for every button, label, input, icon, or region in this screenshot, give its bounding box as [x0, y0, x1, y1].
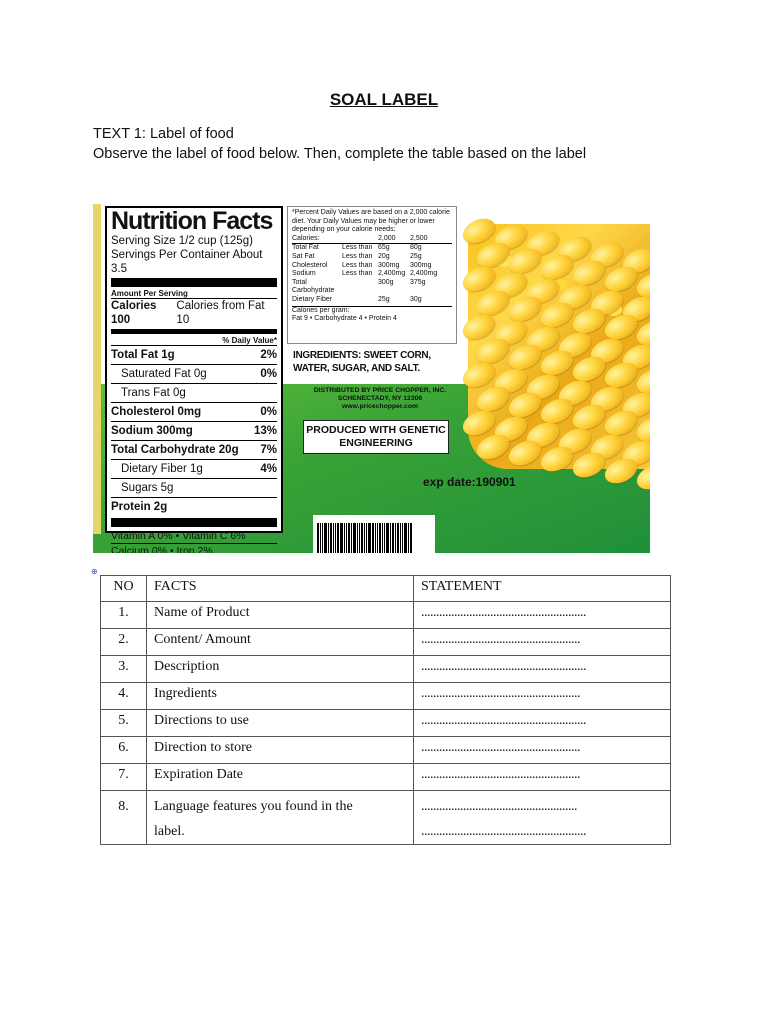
- dv-header-cell: 2,500: [410, 234, 428, 242]
- barcode-bar: [366, 523, 367, 553]
- table-anchor-icon[interactable]: ⊕: [91, 567, 98, 576]
- nutrition-facts-title: Nutrition Facts: [111, 207, 273, 235]
- barcode-bar: [340, 523, 343, 553]
- calories-per-gram-values: Fat 9 • Carbohydrate 4 • Protein 4: [292, 315, 397, 323]
- row-fact: Name of Product: [147, 602, 414, 629]
- dv-table: [292, 243, 452, 304]
- nutrient-row: [111, 497, 277, 516]
- nutrient-name: Cholesterol 0mg: [111, 406, 202, 418]
- row-statement-field[interactable]: .....................................................: [414, 737, 671, 764]
- nutrient-daily-value: 0%: [260, 406, 277, 418]
- table-header-row: [101, 576, 671, 602]
- row-number: 7.: [101, 764, 147, 791]
- barcode-bar: [320, 523, 321, 553]
- barcode-bar: [324, 523, 327, 553]
- row-fact-line-1: Language features you found in the: [154, 799, 353, 814]
- row-statement-field[interactable]: .....................................................: [414, 629, 671, 656]
- dv-table-cell: 2,400mg: [410, 270, 438, 278]
- barcode-bar: [317, 523, 319, 553]
- expiration-date: exp date:190901: [423, 475, 516, 489]
- intro-text: [93, 124, 586, 164]
- barcode-bar: [379, 523, 381, 553]
- nutrition-facts-panel: [105, 206, 283, 553]
- barcode-bar: [410, 523, 412, 553]
- nutrient-name: Saturated Fat 0g: [121, 368, 207, 380]
- barcode-bar: [397, 523, 399, 553]
- dv-table-cell: [342, 296, 376, 305]
- nutrient-daily-value: 2%: [260, 349, 277, 361]
- table-row: [101, 683, 671, 710]
- nutrient-name: Trans Fat 0g: [121, 387, 186, 399]
- row-statement-field[interactable]: .......................................................: [414, 602, 671, 629]
- dv-table-cell: Total Carbohydrate: [292, 278, 335, 295]
- dv-table-cell: Sat Fat: [292, 252, 315, 260]
- row-statement-field[interactable]: .....................................................: [414, 764, 671, 791]
- amount-per-serving: Amount Per Serving: [111, 289, 188, 298]
- table-row: [101, 737, 671, 764]
- barcode-bar: [333, 523, 334, 553]
- dv-table-cell: 25g: [378, 295, 390, 303]
- barcode-bar: [357, 523, 358, 553]
- nutrient-row: [111, 402, 277, 421]
- table-row: [101, 656, 671, 683]
- dv-table-cell: Dietary Fiber: [292, 295, 333, 303]
- dv-table-cell: 375g: [410, 278, 426, 286]
- dv-header: [292, 235, 452, 244]
- document-title: SOAL LABEL: [329, 90, 439, 109]
- row-number: 5.: [101, 710, 147, 737]
- barcode-bar: [375, 523, 376, 553]
- dv-table-cell: Cholesterol: [292, 261, 328, 269]
- dv-table-cell: 25g: [410, 252, 422, 260]
- instruction: Observe the label of food below. Then, complete the table based on the label: [93, 146, 587, 162]
- dv-note: *Percent Daily Values are based on a 2,000 calorie diet. Your Daily Values may be higher or lower depending on your calorie needs:: [292, 209, 450, 234]
- medium-divider: [111, 329, 277, 334]
- barcode-bar: [408, 523, 409, 553]
- vitamin-row-2: Calcium 0% • Iron 2%: [111, 543, 277, 553]
- nutrient-name: Dietary Fiber 1g: [121, 463, 203, 475]
- calories-line: [111, 298, 277, 327]
- dv-table-cell: Less than: [342, 270, 373, 278]
- nutrient-daily-value: 13%: [253, 425, 277, 437]
- nutrient-name: Sodium 300mg: [111, 425, 193, 437]
- dv-table-cell: [342, 279, 376, 296]
- nutrient-name: Total Fat 1g: [111, 349, 175, 361]
- dv-table-cell: Total Fat: [292, 244, 319, 252]
- barcode-bar: [337, 523, 339, 553]
- table-row: [101, 602, 671, 629]
- table-row: [101, 629, 671, 656]
- nutrient-daily-value: 7%: [260, 444, 277, 456]
- barcode-bar: [386, 523, 389, 553]
- barcode-bar: [364, 523, 365, 553]
- statement-line-2[interactable]: .......................................................: [421, 824, 586, 839]
- row-number: 8.: [101, 791, 147, 845]
- row-fact: Expiration Date: [147, 764, 414, 791]
- row-fact: Directions to use: [147, 710, 414, 737]
- barcode-bar: [404, 523, 407, 553]
- dv-header-cell: Calories:: [292, 234, 320, 242]
- barcode-bar: [390, 523, 391, 553]
- servings-per-container: Servings Per Container About 3.5: [111, 249, 263, 275]
- corn-kernels: [468, 224, 650, 469]
- corn-image: [468, 224, 650, 469]
- barcode-bar: [384, 523, 385, 553]
- nutrient-row: [111, 345, 277, 364]
- facts-table: [100, 575, 671, 845]
- table-row: [101, 764, 671, 791]
- header-statement: STATEMENT: [414, 576, 671, 602]
- row-fact: Direction to store: [147, 737, 414, 764]
- nutrient-daily-value: 0%: [260, 368, 277, 380]
- barcode-bar: [322, 523, 323, 553]
- serving-size: Serving Size 1/2 cup (125g): [111, 235, 253, 247]
- barcode-bar: [335, 523, 336, 553]
- nutrient-daily-value: 4%: [260, 463, 277, 475]
- row-fact: Ingredients: [147, 683, 414, 710]
- calories-per-gram: Calories per gram:: [292, 306, 452, 316]
- pct-daily-value-header: % Daily Value*: [222, 336, 277, 345]
- nutrient-row: [111, 383, 277, 402]
- row-statement-field[interactable]: [414, 791, 671, 845]
- nutrient-name: Total Carbohydrate 20g: [111, 444, 239, 456]
- table-row: [101, 791, 671, 845]
- row-statement-field[interactable]: .....................................................: [414, 683, 671, 710]
- row-number: 4.: [101, 683, 147, 710]
- statement-line-1[interactable]: ....................................................: [421, 799, 577, 814]
- barcode-bar: [392, 523, 394, 553]
- nutrient-name: Protein 2g: [111, 501, 168, 513]
- row-number: 6.: [101, 737, 147, 764]
- barcode-bar: [402, 523, 403, 553]
- calories-value: Calories 100: [111, 300, 157, 326]
- text-heading: TEXT 1: Label of food: [93, 126, 234, 142]
- barcode-bar: [359, 523, 360, 553]
- nutrient-row: [111, 364, 277, 383]
- distributor-text: DISTRIBUTED BY PRICE CHOPPER, INC. SCHENECTADY, NY 12306 www.pricechopper.com: [313, 387, 447, 410]
- dv-table-cell: 80g: [410, 244, 422, 252]
- dv-table-cell: 300mg: [410, 261, 432, 269]
- ingredients-text: INGREDIENTS: SWEET CORN, WATER, SUGAR, AND SALT.: [293, 350, 431, 374]
- daily-values-footnote: [287, 206, 457, 344]
- row-number: 1.: [101, 602, 147, 629]
- barcode-bar: [330, 523, 332, 553]
- row-number: 2.: [101, 629, 147, 656]
- barcode-bar: [351, 523, 352, 553]
- barcode-bar: [372, 523, 374, 553]
- dv-table-cell: Sodium: [292, 270, 316, 278]
- dv-header-cell: [342, 235, 376, 244]
- food-label-image: [93, 194, 650, 553]
- barcode-bar: [377, 523, 378, 553]
- nutrient-row: [111, 440, 277, 459]
- barcode-bar: [382, 523, 383, 553]
- barcode-bar: [361, 523, 363, 553]
- dv-table-cell: 2,400mg: [378, 270, 406, 278]
- row-fact: Content/ Amount: [147, 629, 414, 656]
- dv-table-cell: 65g: [378, 244, 390, 252]
- dv-header-cell: 2,000: [378, 234, 396, 242]
- dv-table-cell: Less than: [342, 261, 373, 269]
- row-fact: Description: [147, 656, 414, 683]
- dv-table-cell: 20g: [378, 252, 390, 260]
- row-statement-field[interactable]: .......................................................: [414, 656, 671, 683]
- dv-table-cell: Less than: [342, 244, 373, 252]
- genetic-engineering-box: PRODUCED WITH GENETIC ENGINEERING: [303, 420, 449, 454]
- row-number: 3.: [101, 656, 147, 683]
- barcode-bar: [368, 523, 371, 553]
- dv-table-cell: Less than: [342, 252, 373, 260]
- label-edge-stripe: [93, 204, 101, 534]
- barcode-bar: [344, 523, 345, 553]
- header-no: NO: [101, 576, 147, 602]
- dv-table-cell: 300mg: [378, 261, 400, 269]
- barcode-bar: [348, 523, 350, 553]
- nutrient-row: [111, 478, 277, 497]
- barcode: [313, 515, 435, 553]
- calories-from-fat: Calories from Fat 10: [176, 300, 265, 326]
- thick-divider: [111, 278, 277, 287]
- barcode-bar: [395, 523, 396, 553]
- barcode-bar: [400, 523, 401, 553]
- vitamin-divider: [111, 518, 277, 527]
- vitamin-row-1: Vitamin A 0% • Vitamin C 6%: [111, 530, 246, 542]
- table-row: [101, 710, 671, 737]
- nutrient-rows: [111, 345, 277, 516]
- row-statement-field[interactable]: .......................................................: [414, 710, 671, 737]
- barcode-bar: [346, 523, 347, 553]
- nutrient-name: Sugars 5g: [121, 482, 174, 494]
- dv-table-cell: 300g: [378, 278, 394, 286]
- row-fact-line-2: label.: [154, 824, 185, 839]
- barcode-bar: [328, 523, 329, 553]
- header-facts: FACTS: [147, 576, 414, 602]
- nutrient-row: [111, 421, 277, 440]
- row-fact: [147, 791, 414, 845]
- nutrient-row: [111, 459, 277, 478]
- dv-table-cell: 30g: [410, 295, 422, 303]
- barcode-bar: [353, 523, 356, 553]
